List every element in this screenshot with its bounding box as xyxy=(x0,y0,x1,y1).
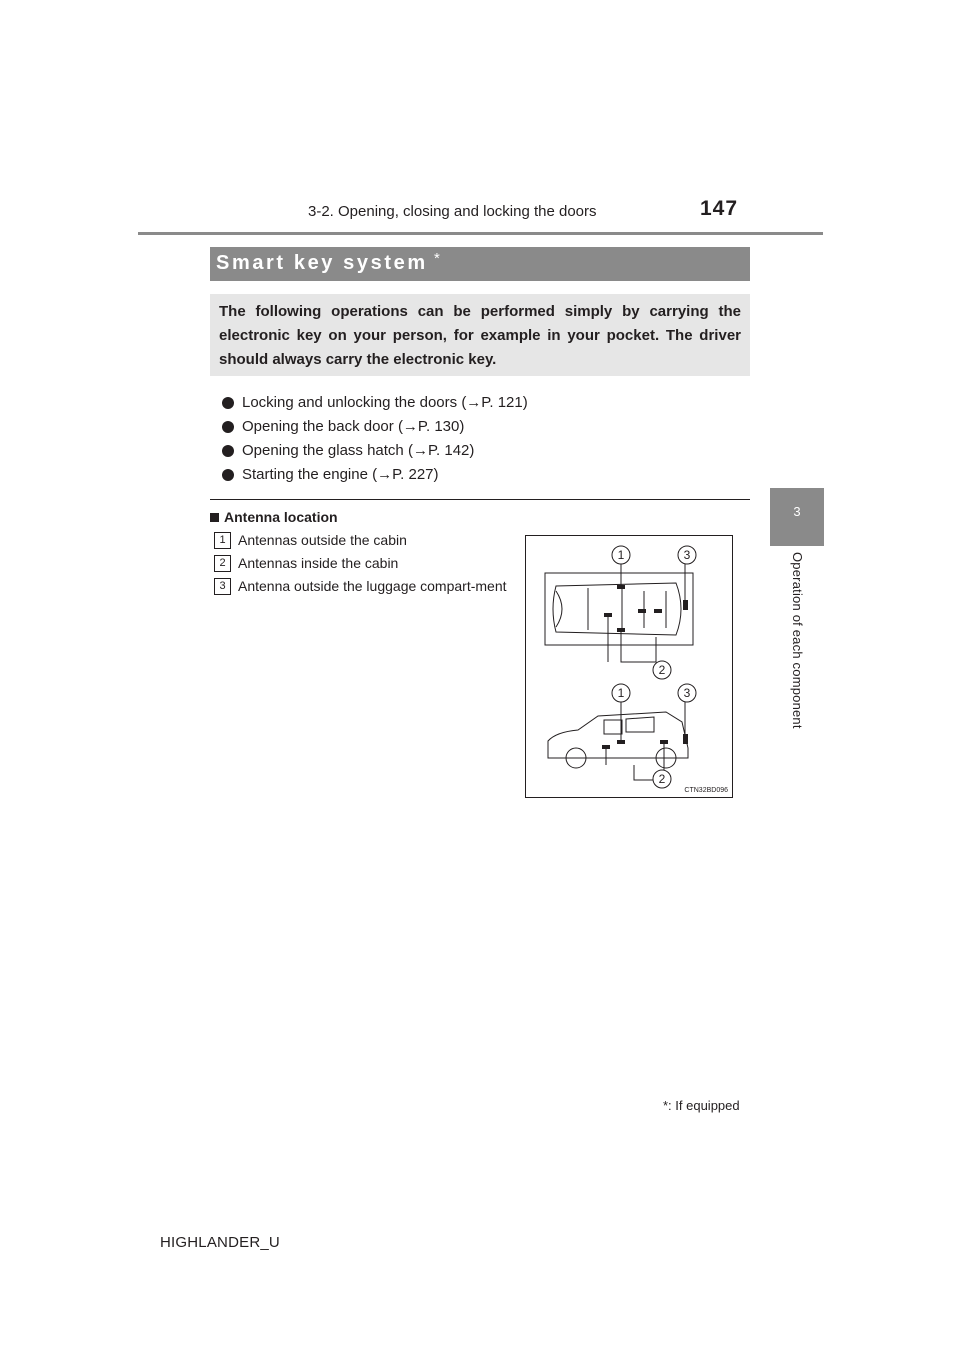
vehicle-diagram xyxy=(526,536,732,797)
top-view-hood xyxy=(556,591,562,627)
section-title-bar xyxy=(210,247,750,281)
intro-box xyxy=(210,294,750,376)
legend-item xyxy=(214,555,508,572)
callout-1-side: 1 xyxy=(617,686,625,700)
bullet-icon xyxy=(222,445,234,457)
intro-text: The following operations can be performed simply by carrying the electronic key on your person, for example in your pocket. The driver should always carry the electronic key. xyxy=(219,303,741,368)
callout-2-side: 2 xyxy=(658,772,666,786)
side-windows xyxy=(604,717,654,734)
list-item xyxy=(222,391,528,415)
chapter-number: 3 xyxy=(793,504,801,519)
list-item xyxy=(222,415,528,439)
if-equipped-mark: * xyxy=(434,250,440,267)
footnote: *: If equipped xyxy=(663,1098,740,1113)
bullet-icon xyxy=(222,469,234,481)
section-divider xyxy=(210,499,750,500)
antenna-legend xyxy=(214,532,508,601)
callout-3-side: 3 xyxy=(683,686,691,700)
chapter-tab[interactable] xyxy=(770,488,824,546)
list-item-text: Locking and unlocking the doors (→P. 121) xyxy=(242,394,528,411)
legend-item xyxy=(214,578,508,595)
square-bullet-icon xyxy=(210,513,219,522)
header-rule xyxy=(138,232,823,235)
callout-3-top: 3 xyxy=(683,548,691,562)
header-section-title: 3-2. Opening, closing and locking the doors xyxy=(308,203,597,220)
list-item xyxy=(222,439,528,463)
operations-list xyxy=(222,391,528,487)
section-title: Smart key system xyxy=(216,252,428,274)
list-item-text: Opening the back door (→P. 130) xyxy=(242,418,465,435)
legend-text: Antenna outside the luggage compart-ment xyxy=(238,578,507,594)
model-name: HIGHLANDER_U xyxy=(160,1234,280,1251)
antenna-heading-text: Antenna location xyxy=(224,509,338,525)
page-number: 147 xyxy=(700,197,739,220)
bullet-icon xyxy=(222,421,234,433)
chapter-label xyxy=(770,552,824,752)
bullet-icon xyxy=(222,397,234,409)
list-item xyxy=(222,463,528,487)
callout-number: 3 xyxy=(214,578,231,595)
antenna-location-figure xyxy=(525,535,733,798)
antenna-heading xyxy=(210,509,338,525)
callout-number: 1 xyxy=(214,532,231,549)
list-item-text: Starting the engine (→P. 227) xyxy=(242,466,439,483)
legend-text: Antennas outside the cabin xyxy=(238,532,407,548)
legend-item xyxy=(214,532,508,549)
chapter-title: Operation of each component xyxy=(790,552,805,729)
callout-1-top: 1 xyxy=(617,548,625,562)
list-item-text: Opening the glass hatch (→P. 142) xyxy=(242,442,475,459)
callout-2-top: 2 xyxy=(658,663,666,677)
top-view-frame xyxy=(545,573,693,645)
callout-number: 2 xyxy=(214,555,231,572)
figure-code: CTN32BD096 xyxy=(684,787,728,794)
legend-text: Antennas inside the cabin xyxy=(238,555,399,571)
